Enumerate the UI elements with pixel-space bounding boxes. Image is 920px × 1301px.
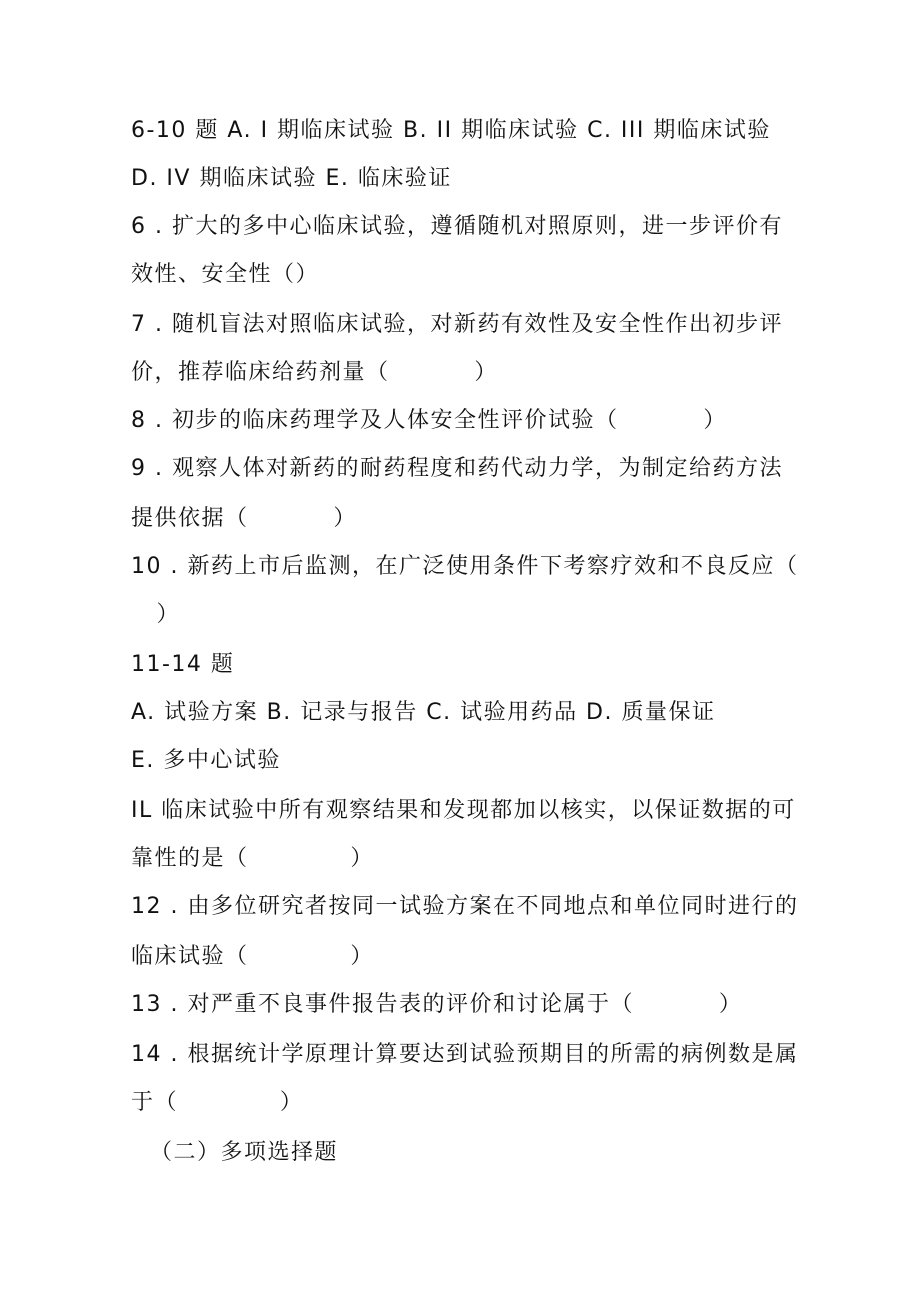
question-group-6-10-options-cont: D. IV 期临床试验 E. 临床验证 <box>131 166 452 191</box>
question-10-line-2: ） <box>131 602 180 627</box>
question-13: 13 . 对严重不良事件报告表的评价和讨论属于（ ） <box>131 992 743 1017</box>
question-7-line-1: 7 . 随机盲法对照临床试验，对新药有效性及安全性作出初步评 <box>131 312 783 337</box>
question-group-11-14-options-cont: E. 多中心试验 <box>131 748 281 773</box>
question-7-line-2: 价，推荐临床给药剂量（ ） <box>131 360 498 385</box>
question-11-line-2: 靠性的是（ ） <box>131 846 374 871</box>
question-9-line-1: 9 . 观察人体对新药的耐药程度和药代动力学，为制定给药方法 <box>131 456 783 481</box>
question-9-line-2: 提供依据（ ） <box>131 506 357 531</box>
section-heading-multiple-choice: （二）多项选择题 <box>150 1140 339 1165</box>
question-11-line-1: IL 临床试验中所有观察结果和发现都加以核实，以保证数据的可 <box>131 798 796 823</box>
question-12-line-1: 12 . 由多位研究者按同一试验方案在不同地点和单位同时进行的 <box>131 894 799 919</box>
question-group-11-14-options: A. 试验方案 B. 记录与报告 C. 试验用药品 D. 质量保证 <box>131 700 716 725</box>
question-8: 8 . 初步的临床药理学及人体安全性评价试验（ ） <box>131 408 727 433</box>
question-12-line-2: 临床试验（ ） <box>131 944 374 969</box>
question-group-6-10-options: 6-10 题 A. I 期临床试验 B. II 期临床试验 C. III 期临床试验 <box>131 118 771 143</box>
question-group-11-14-heading: 11-14 题 <box>131 652 235 677</box>
question-10-line-1: 10 . 新药上市后监测，在广泛使用条件下考察疗效和不良反应（ <box>131 554 799 579</box>
question-6-line-1: 6 . 扩大的多中心临床试验，遵循随机对照原则，进一步评价有 <box>131 214 783 239</box>
question-14-line-1: 14 . 根据统计学原理计算要达到试验预期目的所需的病例数是属 <box>131 1042 799 1067</box>
question-6-line-2: 效性、安全性（） <box>131 262 320 287</box>
question-14-line-2: 于（ ） <box>131 1090 304 1115</box>
